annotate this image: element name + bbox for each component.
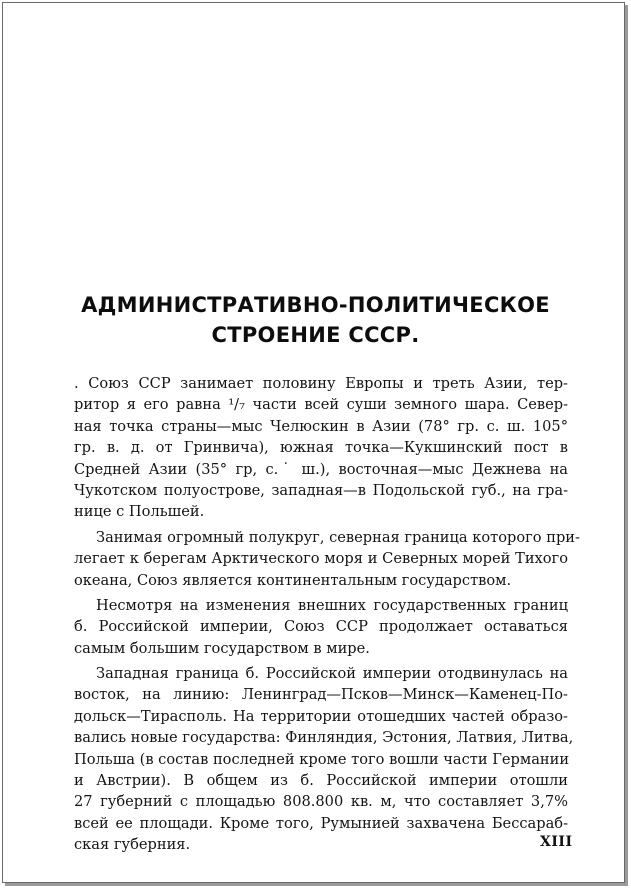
page-number: XIII (540, 834, 573, 850)
text-line: легает к берегам Арктического моря и Северных морей Тихого (74, 550, 568, 568)
text-line: Средней Азии (35° гр, с.˙ ш.), восточная—мыс Дежнева на (74, 460, 568, 478)
text-line: . Союз ССР занимает половину Европы и треть Азии, тер- (74, 375, 568, 392)
text-line: ритор я его равна ¹/₇ части всей суши земного шара. Север- (74, 396, 568, 414)
text-line: Занимая огромный полукруг, северная граница которого при- (96, 528, 580, 546)
text-line: нице с Польшей. (74, 503, 205, 521)
text-line: Чукотском полуострове, западная—в Подольской губ., на гра- (74, 481, 568, 499)
text-line: восток, на линию: Ленинград—Псков—Минск—Каменец-По- (74, 686, 568, 704)
text-line: 27 губерний с площадью 808.800 кв. м, что составляет 3,7% (74, 793, 568, 811)
paragraph-2 (74, 527, 580, 591)
text-line: ная точка страны—мыс Челюскин в Азии (78° гр. с. ш. 105° (74, 417, 568, 435)
text-line: дольск—Тирасполь. На территории отошедших частей образо- (74, 707, 568, 725)
text-line: ская губерния. (74, 836, 191, 854)
text-line: и Австрии). В общем из б. Российской империи отошли (74, 772, 568, 790)
text-line: вались новые государства: Финляндия, Эстония, Латвия, Литва, (74, 729, 574, 747)
title-line-1: АДМИНИСТРАТИВНО-ПОЛИТИЧЕСКОЕ (81, 293, 550, 317)
paragraph-1 (74, 373, 568, 523)
text-line: б. Российской империи, Союз ССР продолжает оставаться (74, 618, 568, 636)
paragraph-4 (74, 663, 574, 856)
text-line: Западная граница б. Российской империи отодвинулась на (96, 665, 568, 683)
text-line: гр. в. д. от Гринвича), южная точка—Кукшинский пост в (74, 439, 568, 457)
title-line-2: СТРОЕНИЕ СССР. (211, 323, 420, 347)
paragraph-3 (74, 595, 568, 659)
body-text (74, 373, 580, 860)
text-line: Несмотря на изменения внешних государственных границ (96, 596, 568, 614)
text-line: всей ее площади. Кроме того, Румынией захвачена Бессараб- (74, 814, 568, 832)
text-line: океана, Союз является континентальным государством. (74, 571, 512, 589)
text-line: самым большим государством в мире. (74, 639, 370, 657)
page-title (0, 290, 631, 350)
text-line: Польша (в состав последней кроме того вошли части Германии (74, 750, 570, 768)
